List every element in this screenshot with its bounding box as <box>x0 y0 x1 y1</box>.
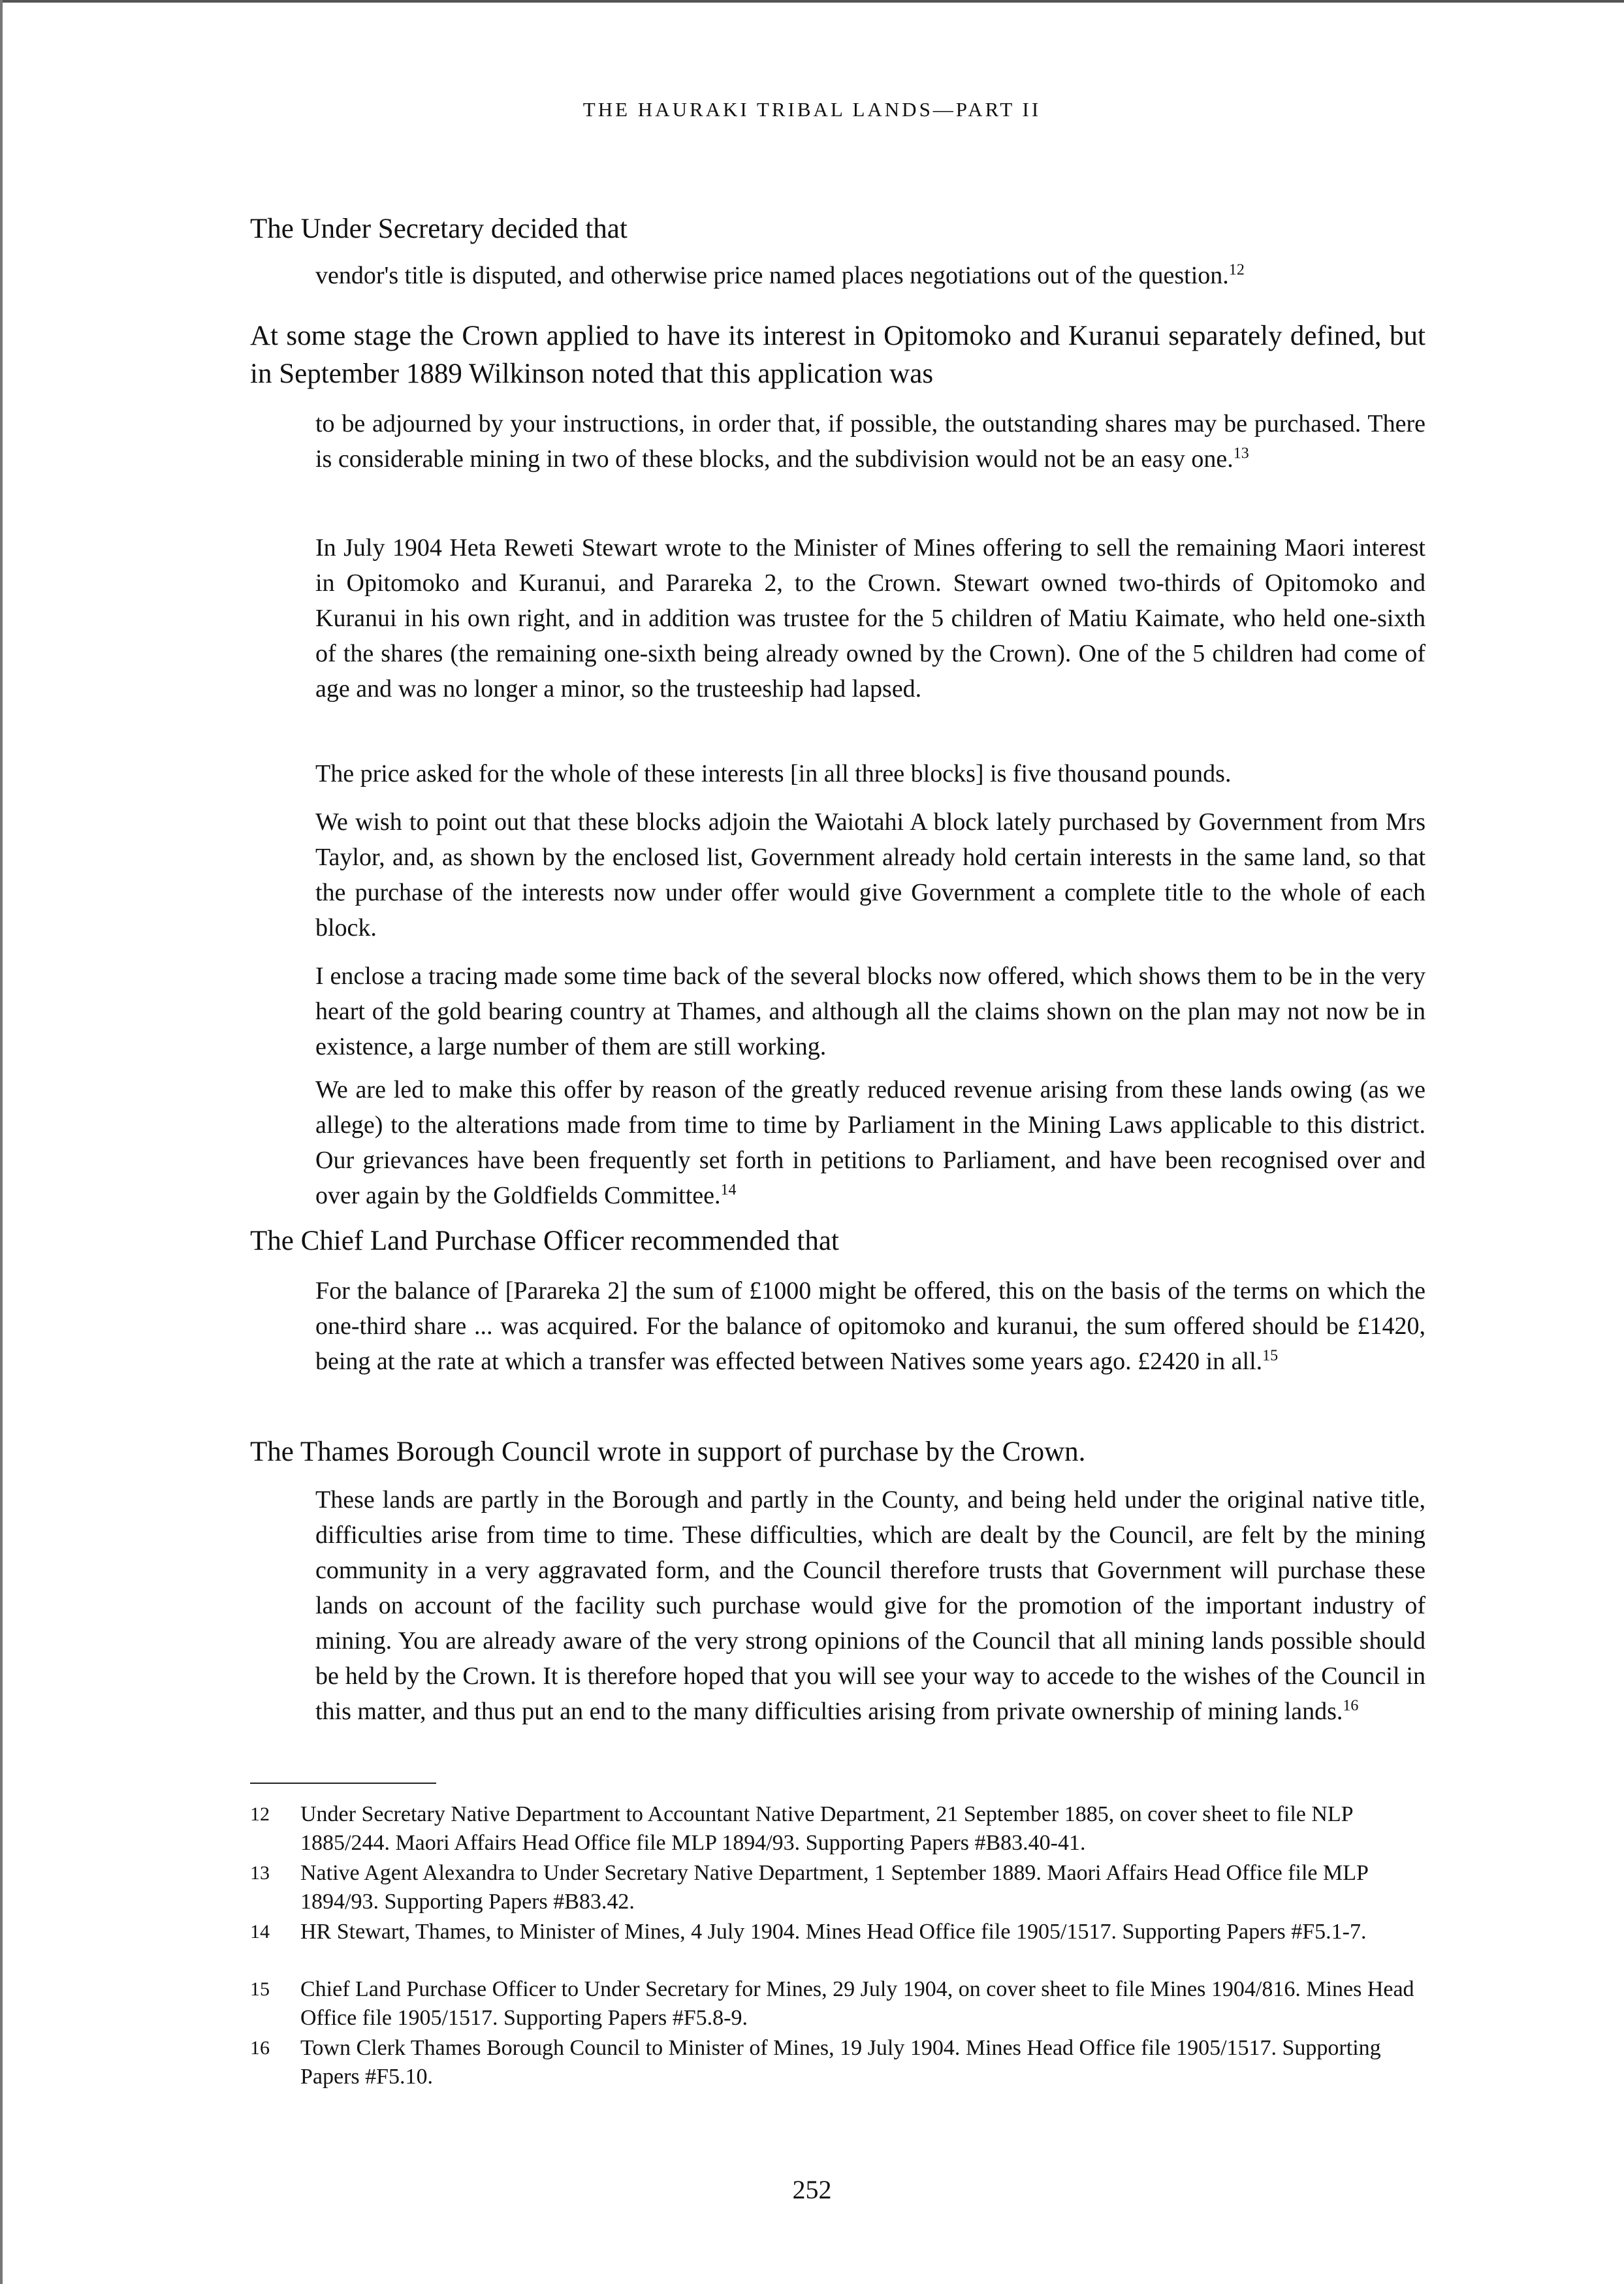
body-paragraph-1: The Under Secretary decided that <box>250 214 628 244</box>
footnote-ref-16: 16 <box>1343 1697 1359 1715</box>
footnote-number: 16 <box>250 2037 270 2059</box>
page-edge-top <box>0 0 1624 3</box>
footnote-13 <box>250 1859 1425 1916</box>
footnote-number: 15 <box>250 1978 270 2000</box>
footnote-15 <box>250 1975 1425 2033</box>
page-edge-left <box>0 0 3 2284</box>
block-quote-8 <box>315 1273 1425 1379</box>
footnote-text: Under Secretary Native Department to Accountant Native Department, 21 September 1885, on cover sheet to file NLP 1885/244. Maori Affairs Head Office file MLP 1894/93. Supporting Papers #B83.40-41. <box>300 1802 1353 1855</box>
block-quote-5: We wish to point out that these blocks adjoin the Waiotahi A block lately purchased by Government from Mrs Taylor, and, as shown by the enclosed list, Government already hold certain interests in the same land, so that the purchase of the interests now under offer would give Government a complete title to the whole of each block. <box>315 808 1425 942</box>
block-quote-1 <box>315 258 1425 293</box>
footnote-14 <box>250 1918 1425 1946</box>
body-paragraph-3: The Chief Land Purchase Officer recommended that <box>250 1226 839 1256</box>
footnote-12 <box>250 1800 1425 1858</box>
footnote-text: Town Clerk Thames Borough Council to Minister of Mines, 19 July 1904. Mines Head Office file 1905/1517. Supporting Papers #F5.10. <box>300 2036 1381 2089</box>
block-quote-1-text: vendor's title is disputed, and otherwise price named places negotiations out of the question. <box>315 262 1229 289</box>
block-quote-4: The price asked for the whole of these interests [in all three blocks] is five thousand pounds. <box>315 760 1232 787</box>
block-quote-3: In July 1904 Heta Reweti Stewart wrote to the Minister of Mines offering to sell the remaining Maori interest in Opitomoko and Kuranui, and Parareka 2, to the Crown. Stewart owned two-thirds of Opitomoko and Kuranui in his own right, and in addition was trustee for the 5 children of Matiu Kaimate, who held one-sixth of the shares (the remaining one-sixth being already owned by the Crown). One of the 5 children had come of age and was no longer a minor, so the trusteeship had lapsed. <box>315 534 1425 703</box>
block-quote-9-text: These lands are partly in the Borough and partly in the County, and being held under the original native title, difficulties arise from time to time. These difficulties, which are dealt by the Council, are felt by the mining community in a very aggravated form, and the Council therefore trusts that Government will purchase these lands on account of the facility such purchase would give for the promotion of the important industry of mining. You are already aware of the very strong opinions of the Council that all mining lands possible should be held by the Crown. It is therefore hoped that you will see your way to accede to the wishes of the Council in this matter, and thus put an end to the many difficulties arising from private ownership of mining lands. <box>315 1486 1425 1725</box>
block-quote-6: I enclose a tracing made some time back of the several blocks now offered, which shows them to be in the very heart of the gold bearing country at Thames, and although all the claims shown on the plan may not now be in existence, a large number of them are still working. <box>315 962 1425 1060</box>
block-quote-7 <box>315 1072 1425 1213</box>
page-number: 252 <box>792 2175 832 2204</box>
body-paragraph-4: The Thames Borough Council wrote in support of purchase by the Crown. <box>250 1436 1086 1467</box>
footnote-ref-15: 15 <box>1262 1347 1279 1365</box>
block-quote-2 <box>315 406 1425 477</box>
footnote-ref-12: 12 <box>1228 261 1245 279</box>
footnote-ref-13: 13 <box>1233 445 1249 462</box>
footnote-number: 12 <box>250 1803 270 1825</box>
block-quote-7-text: We are led to make this offer by reason of the greatly reduced revenue arising from these lands owing (as we allege) to the alterations made from time to time by Parliament in the Mining Laws applicable to this district. Our grievances have been frequently set forth in petitions to Parliament, and have been recognised over and over again by the Goldfields Committee. <box>315 1076 1425 1209</box>
body-paragraph-2: At some stage the Crown applied to have its interest in Opitomoko and Kuranui separately defined, but in September 1889 Wilkinson noted that this application was <box>250 321 1425 389</box>
running-head: THE HAURAKI TRIBAL LANDS—PART II <box>582 98 1042 121</box>
footnote-rule <box>250 1783 436 1784</box>
footnote-16 <box>250 2034 1425 2091</box>
footnote-number: 13 <box>250 1862 270 1884</box>
block-quote-8-text: For the balance of [Parareka 2] the sum of £1000 might be offered, this on the basis of the terms on which the one-third share ... was acquired. For the balance of opitomoko and kuranui, the sum offered should be £1420, being at the rate at which a transfer was effected between Natives some years ago. £2420 in all. <box>315 1277 1425 1375</box>
footnote-text: HR Stewart, Thames, to Minister of Mines, 4 July 1904. Mines Head Office file 1905/1517. Supporting Papers #F5.1-7. <box>300 1920 1367 1944</box>
footnote-number: 14 <box>250 1921 270 1943</box>
footnote-text: Chief Land Purchase Officer to Under Secretary for Mines, 29 July 1904, on cover sheet to file Mines 1904/816. Mines Head Office file 1905/1517. Supporting Papers #F5.8-9. <box>300 1977 1414 2030</box>
block-quote-9 <box>315 1482 1425 1729</box>
block-quote-2-text: to be adjourned by your instructions, in order that, if possible, the outstanding shares may be purchased. There is considerable mining in two of these blocks, and the subdivision would not be an easy one. <box>315 410 1425 473</box>
footnote-text: Native Agent Alexandra to Under Secretary Native Department, 1 September 1889. Maori Affairs Head Office file MLP 1894/93. Supporting Papers #B83.42. <box>300 1861 1368 1914</box>
footnote-ref-14: 14 <box>720 1181 737 1199</box>
